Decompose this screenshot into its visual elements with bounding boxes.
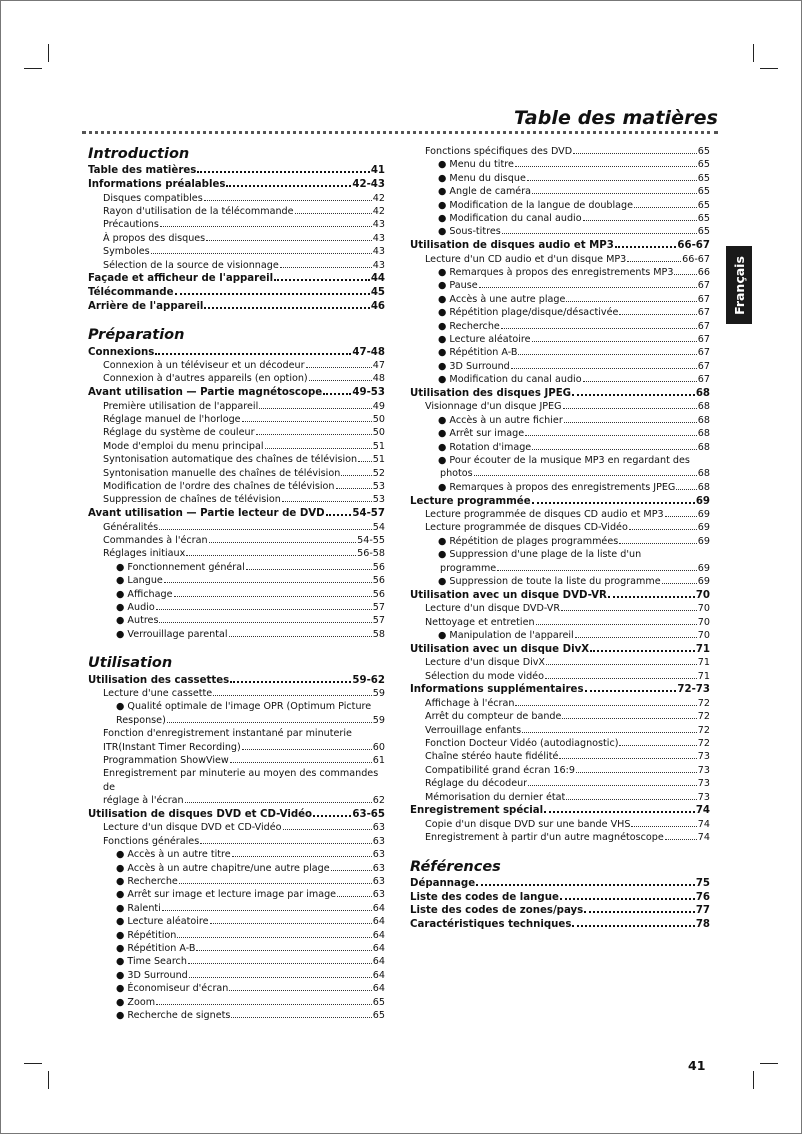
toc-entry[interactable]: Avant utilisation — Partie magnétoscope 49-53 bbox=[88, 387, 385, 399]
toc-entry[interactable]: Compatibilité grand écran 16:9 73 bbox=[425, 764, 710, 776]
toc-entry[interactable]: Généralités 54 bbox=[103, 521, 385, 533]
dotted-rule bbox=[82, 131, 718, 134]
toc-entry[interactable]: ● Time Search 64 bbox=[116, 956, 385, 968]
toc-entry[interactable]: Sélection de la source de visionnage 43 bbox=[103, 259, 385, 271]
toc-entry[interactable]: Première utilisation de l'appareil 49 bbox=[103, 400, 385, 412]
toc-entry[interactable]: ● Répétition A-B 67 bbox=[438, 347, 710, 359]
language-tab-label: Français bbox=[731, 255, 747, 315]
toc-entry[interactable]: Liste des codes de zones/pays 77 bbox=[410, 905, 710, 917]
toc-entry-first-line[interactable]: ● Suppression d'une plage de la liste d'un bbox=[438, 549, 642, 561]
toc-left-column bbox=[88, 145, 385, 1022]
toc-entry[interactable]: Informations supplémentaires 72-73 bbox=[410, 684, 710, 696]
toc-entry[interactable]: Table des matières 41 bbox=[88, 165, 385, 177]
toc-entry[interactable]: ● Lecture aléatoire 67 bbox=[438, 334, 710, 346]
toc-entry[interactable]: ● Économiseur d'écran 64 bbox=[116, 983, 385, 995]
toc-entry[interactable]: ● Recherche 63 bbox=[116, 875, 385, 887]
toc-entry[interactable]: ● Fonctionnement général 56 bbox=[116, 561, 385, 573]
toc-entry[interactable]: programme 69 bbox=[440, 562, 710, 574]
crop-mark bbox=[760, 68, 778, 69]
toc-entry[interactable]: Lecture d'un disque DivX 71 bbox=[425, 657, 710, 669]
toc-entry[interactable]: ● Menu du titre 65 bbox=[438, 159, 710, 171]
toc-entry[interactable]: Précautions 43 bbox=[103, 219, 385, 231]
toc-entry[interactable]: ● Recherche 67 bbox=[438, 320, 710, 332]
toc-entry[interactable]: Suppression de chaînes de télévision 53 bbox=[103, 494, 385, 506]
toc-entry[interactable]: Réglage du décodeur 73 bbox=[425, 778, 710, 790]
toc-entry[interactable]: ● 3D Surround 67 bbox=[438, 360, 710, 372]
toc-entry[interactable]: ● Manipulation de l'appareil 70 bbox=[438, 630, 710, 641]
toc-entry[interactable]: ● Modification du canal audio 65 bbox=[438, 213, 710, 225]
toc-entry[interactable]: Arrière de l'appareil 46 bbox=[88, 300, 385, 312]
toc-entry[interactable]: Lecture programmée 69 bbox=[410, 495, 710, 507]
toc-entry[interactable]: Utilisation de disques DVD et CD-Vidéo 63-65 bbox=[88, 808, 385, 820]
toc-entry[interactable]: ● Verrouillage parental 58 bbox=[116, 628, 385, 640]
toc-entry[interactable]: Symboles 43 bbox=[103, 246, 385, 258]
toc-entry[interactable]: Syntonisation manuelle des chaînes de télévision 52 bbox=[103, 467, 385, 479]
toc-entry[interactable]: Utilisation de disques audio et MP3 66-67 bbox=[410, 240, 710, 252]
toc-entry[interactable]: Façade et afficheur de l'appareil 44 bbox=[88, 273, 385, 285]
section-heading-preparation: Préparation bbox=[88, 327, 185, 344]
toc-entry[interactable]: Programmation ShowView 61 bbox=[103, 754, 385, 766]
toc-entry[interactable]: Télécommande 45 bbox=[88, 287, 385, 299]
toc-entry[interactable]: Disques compatibles 42 bbox=[103, 192, 385, 204]
toc-entry-first-line[interactable]: ● Qualité optimale de l'image OPR (Optimum Picture bbox=[116, 701, 372, 713]
page-number: 41 bbox=[688, 1058, 706, 1073]
toc-entry[interactable]: ● Accès à un autre titre 63 bbox=[116, 849, 385, 861]
crop-mark bbox=[48, 44, 49, 62]
section-heading-references: Références bbox=[410, 858, 501, 875]
toc-entry[interactable]: Lecture programmée de disques CD-Vidéo 69 bbox=[425, 522, 710, 534]
toc-entry[interactable]: réglage à l'écran 62 bbox=[103, 795, 385, 807]
toc-entry[interactable]: À propos des disques 43 bbox=[103, 232, 385, 244]
toc-entry[interactable]: ● Répétition de plages programmées 69 bbox=[438, 535, 710, 547]
toc-entry[interactable]: Mémorisation du dernier état 73 bbox=[425, 791, 710, 803]
toc-entry[interactable]: Rayon d'utilisation de la télécommande 42 bbox=[103, 205, 385, 217]
toc-entry[interactable]: Modification de l'ordre des chaînes de télévision 53 bbox=[103, 480, 385, 492]
toc-entry[interactable]: ● Remarques à propos des enregistrements MP3 66 bbox=[438, 267, 710, 278]
toc-entry-first-line[interactable]: ● Pour écouter de la musique MP3 en regardant des bbox=[438, 455, 690, 467]
page-title: Table des matières bbox=[513, 107, 718, 129]
toc-entry[interactable]: Mode d'emploi du menu principal 51 bbox=[103, 440, 385, 452]
toc-entry[interactable]: Fonctions spécifiques des DVD 65 bbox=[425, 146, 710, 157]
toc-entry[interactable]: ITR(Instant Timer Recording) 60 bbox=[103, 741, 385, 753]
toc-entry[interactable]: Lecture d'un disque DVD et CD-Vidéo 63 bbox=[103, 822, 385, 834]
toc-entry[interactable]: Response) 59 bbox=[116, 714, 385, 726]
toc-entry[interactable]: Utilisation des cassettes 59-62 bbox=[88, 674, 385, 686]
toc-entry[interactable]: ● Accès à un autre chapitre/une autre plage 63 bbox=[116, 862, 385, 874]
crop-mark bbox=[753, 44, 754, 62]
toc-entry[interactable]: Lecture d'un disque DVD-VR 70 bbox=[425, 603, 710, 615]
toc-entry[interactable]: Commandes à l'écran 54-55 bbox=[103, 534, 385, 546]
toc-entry[interactable]: ● Ralenti 64 bbox=[116, 902, 385, 914]
toc-entry[interactable]: Visionnage d'un disque JPEG 68 bbox=[425, 401, 710, 413]
crop-mark bbox=[760, 1063, 778, 1064]
toc-entry[interactable]: Fonctions générales 63 bbox=[103, 835, 385, 847]
toc-entry[interactable]: Informations préalables 42-43 bbox=[88, 179, 385, 191]
toc-entry[interactable]: ● Accès à un autre fichier 68 bbox=[438, 414, 710, 426]
toc-entry[interactable]: Connexion à un téléviseur et un décodeur 47 bbox=[103, 359, 385, 371]
toc-entry[interactable]: ● Remarques à propos des enregistrements JPEG 68 bbox=[438, 481, 710, 493]
toc-entry[interactable]: Avant utilisation — Partie lecteur de DVD 54-57 bbox=[88, 508, 385, 520]
toc-entry-first-line[interactable]: Fonction d'enregistrement instantané par minuterie bbox=[103, 728, 352, 740]
toc-entry[interactable]: ● Rotation d'image 68 bbox=[438, 441, 710, 453]
toc-entry[interactable]: Nettoyage et entretien 70 bbox=[425, 616, 710, 628]
toc-entry[interactable]: ● Suppression de toute la liste du programme 69 bbox=[438, 576, 710, 588]
toc-entry[interactable]: ● Répétition A-B 64 bbox=[116, 942, 385, 954]
crop-mark bbox=[753, 1071, 754, 1089]
toc-entry[interactable]: Copie d'un disque DVD sur une bande VHS 74 bbox=[425, 818, 710, 830]
toc-entry[interactable]: Réglages initiaux 56-58 bbox=[103, 548, 385, 560]
toc-entry[interactable]: ● Modification de la langue de doublage 65 bbox=[438, 199, 710, 211]
toc-entry[interactable]: ● Répétition 64 bbox=[116, 929, 385, 941]
toc-entry[interactable]: ● Arrêt sur image et lecture image par image 63 bbox=[116, 889, 385, 901]
toc-entry[interactable]: ● Accès à une autre plage 67 bbox=[438, 293, 710, 305]
toc-entry[interactable]: Réglage du système de couleur 50 bbox=[103, 427, 385, 439]
toc-entry[interactable]: Utilisation avec un disque DVD-VR 70 bbox=[410, 589, 710, 601]
toc-entry[interactable]: Enregistrement spécial 74 bbox=[410, 805, 710, 817]
toc-entry[interactable]: Sélection du mode vidéo 71 bbox=[425, 670, 710, 682]
toc-entry-first-line[interactable]: Enregistrement par minuterie au moyen des commandes de bbox=[103, 768, 379, 793]
toc-entry[interactable]: ● Audio 57 bbox=[116, 601, 385, 613]
crop-mark bbox=[24, 1063, 42, 1064]
toc-entry[interactable]: ● Angle de caméra 65 bbox=[438, 186, 710, 198]
toc-entry[interactable]: ● Recherche de signets 65 bbox=[116, 1010, 385, 1021]
toc-entry[interactable]: Lecture d'un CD audio et d'un disque MP3 66-67 bbox=[425, 253, 710, 265]
toc-entry[interactable]: ● Affichage 56 bbox=[116, 588, 385, 600]
toc-right-column bbox=[410, 145, 710, 932]
toc-entry[interactable]: Liste des codes de langue 76 bbox=[410, 891, 710, 903]
toc-entry[interactable]: ● 3D Surround 64 bbox=[116, 969, 385, 981]
toc-entry[interactable]: Verrouillage enfants 72 bbox=[425, 724, 710, 736]
toc-entry[interactable]: Utilisation des disques JPEG 68 bbox=[410, 388, 710, 399]
toc-entry[interactable]: ● Langue 56 bbox=[116, 575, 385, 587]
toc-entry[interactable]: ● Modification du canal audio 67 bbox=[438, 374, 710, 386]
crop-mark bbox=[48, 1071, 49, 1089]
toc-entry[interactable]: Fonction Docteur Vidéo (autodiagnostic) 72 bbox=[425, 737, 710, 749]
toc-entry[interactable]: photos 68 bbox=[440, 468, 710, 480]
toc-entry[interactable]: Réglage manuel de l'horloge 50 bbox=[103, 413, 385, 425]
toc-entry[interactable]: Dépannage 75 bbox=[410, 877, 710, 889]
toc-entry[interactable]: Chaîne stéréo haute fidélité 73 bbox=[425, 751, 710, 763]
toc-entry[interactable]: ● Autres 57 bbox=[116, 615, 385, 627]
toc-entry[interactable]: ● Lecture aléatoire 64 bbox=[116, 916, 385, 928]
toc-entry[interactable]: ● Arrêt sur image 68 bbox=[438, 428, 710, 440]
toc-entry[interactable]: Caractéristiques techniques 78 bbox=[410, 919, 710, 931]
section-heading-utilisation: Utilisation bbox=[88, 655, 173, 672]
crop-mark bbox=[24, 68, 42, 69]
toc-entry[interactable]: ● Zoom 65 bbox=[116, 996, 385, 1008]
toc-entry[interactable]: Lecture d'une cassette 59 bbox=[103, 687, 385, 699]
toc-entry[interactable]: Syntonisation automatique des chaînes de télévision 51 bbox=[103, 454, 385, 466]
toc-entry[interactable]: Enregistrement à partir d'un autre magnétoscope 74 bbox=[425, 832, 710, 844]
toc-entry[interactable]: ● Menu du disque 65 bbox=[438, 172, 710, 184]
toc-entry[interactable]: ● Pause 67 bbox=[438, 280, 710, 292]
toc-entry[interactable]: Utilisation avec un disque DivX 71 bbox=[410, 643, 710, 655]
toc-entry[interactable]: Connexion à d'autres appareils (en option) 48 bbox=[103, 373, 385, 385]
toc-entry[interactable]: Connexions 47-48 bbox=[88, 346, 385, 358]
language-tab bbox=[726, 246, 752, 324]
toc-entry[interactable]: Affichage à l'écran 72 bbox=[425, 697, 710, 709]
toc-entry[interactable]: Lecture programmée de disques CD audio et MP3 69 bbox=[425, 509, 710, 520]
toc-entry[interactable]: Arrêt du compteur de bande 72 bbox=[425, 711, 710, 723]
toc-entry[interactable]: ● Sous-titres 65 bbox=[438, 226, 710, 238]
toc-entry[interactable]: ● Répétition plage/disque/désactivée 67 bbox=[438, 307, 710, 319]
section-heading-introduction: Introduction bbox=[88, 146, 190, 162]
